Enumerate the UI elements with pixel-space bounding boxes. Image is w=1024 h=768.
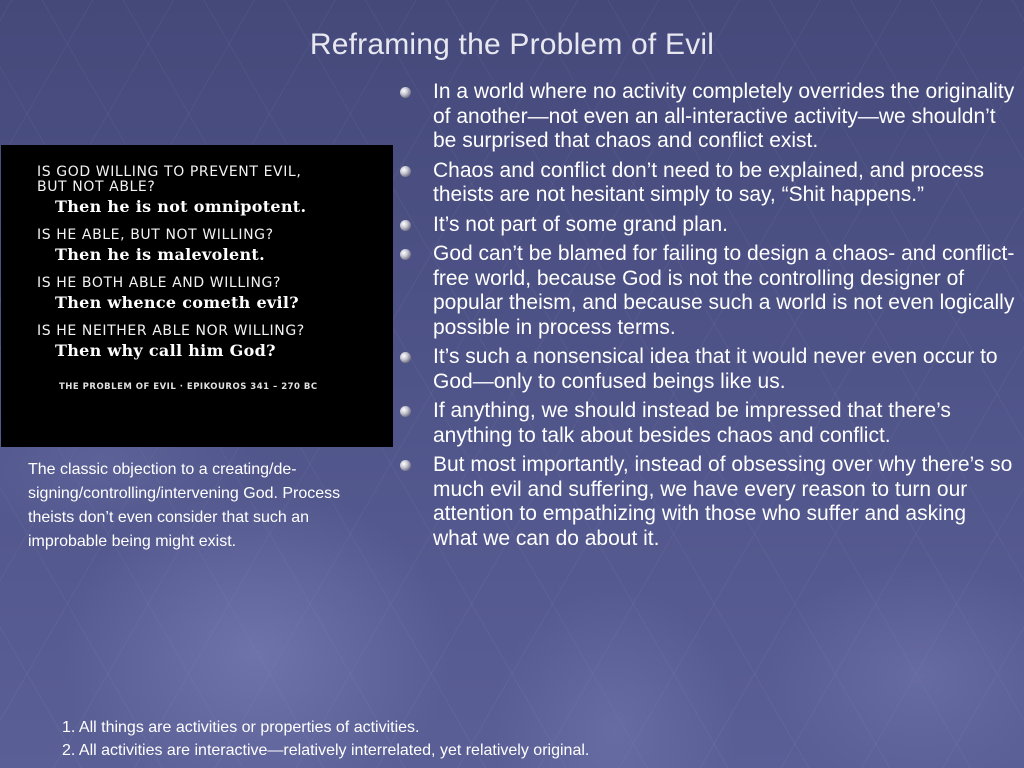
bullet-text: God can’t be blamed for failing to design a chaos- and conflict-free world, because God is not the controlling designer of popular theism, and because such a world is not even logically possible in process terms. — [433, 242, 1015, 339]
bullet-item — [398, 399, 1016, 448]
bullet-item — [398, 453, 1016, 551]
quote-group-3 — [37, 276, 393, 312]
quote-attribution: THE PROBLEM OF EVIL · EPIKOUROS 341 – 270 BC — [59, 382, 318, 392]
bullet-item — [398, 159, 1016, 208]
quote-question-line: IS HE ABLE, BUT NOT WILLING? — [37, 227, 274, 243]
bullet-text: Chaos and conflict don’t need to be explained, and process theists are not hesitant simply to say, “Shit happens.” — [433, 158, 985, 206]
quote-question-line: IS GOD WILLING TO PREVENT EVIL, — [37, 164, 302, 180]
footnotes — [62, 716, 962, 762]
bullet-icon — [400, 220, 411, 231]
quote-question-line: IS HE BOTH ABLE AND WILLING? — [37, 275, 282, 291]
bullet-icon — [400, 352, 411, 363]
bullet-icon — [400, 249, 411, 260]
bullet-list — [398, 80, 1016, 556]
bullet-text: If anything, we should instead be impressed that there’s anything to talk about besides chaos and conflict. — [433, 399, 951, 447]
quote-question-line: BUT NOT ABLE? — [37, 179, 156, 195]
quote-question-line: IS HE NEITHER ABLE NOR WILLING? — [37, 323, 305, 339]
bullet-item — [398, 242, 1016, 340]
quote-group-1 — [37, 165, 393, 216]
quote-answer: Then why call him God? — [55, 341, 276, 360]
bullet-item — [398, 213, 1016, 238]
bullet-icon — [400, 87, 411, 98]
bullet-icon — [400, 166, 411, 177]
footnote-1: 1. All things are activities or properties of activities. — [62, 719, 420, 736]
slide-title: Reframing the Problem of Evil — [309, 28, 715, 61]
bullet-icon — [400, 406, 411, 417]
quote-answer: Then he is not omnipotent. — [55, 197, 307, 216]
bullet-item — [398, 345, 1016, 394]
bullet-text: But most importantly, instead of obsessing over why there’s so much evil and suffering, we have every reason to turn our attention to empathizing with those who suffer and asking what we can do about it. — [433, 453, 1013, 550]
bullet-item — [398, 80, 1016, 154]
quote-group-4 — [37, 324, 393, 360]
bullet-icon — [400, 460, 411, 471]
quote-answer: Then he is malevolent. — [55, 245, 265, 264]
image-caption: The classic objection to a creating/de-signing/controlling/intervening God. Process theists don’t even consider that such an improbable being might exist. — [28, 461, 341, 550]
quote-group-2 — [37, 228, 393, 264]
quote-answer: Then whence cometh evil? — [55, 293, 299, 312]
bullet-text: In a world where no activity completely overrides the originality of another—not even an all-interactive activity—we shouldn’t be surprised that chaos and conflict exist. — [433, 80, 1015, 152]
bullet-text: It’s such a nonsensical idea that it would never even occur to God—only to confused beings like us. — [433, 345, 998, 393]
epicurus-quote-image — [1, 145, 393, 447]
bullet-text: It’s not part of some grand plan. — [433, 212, 728, 236]
footnote-2: 2. All activities are interactive—relatively interrelated, yet relatively original. — [62, 742, 590, 759]
